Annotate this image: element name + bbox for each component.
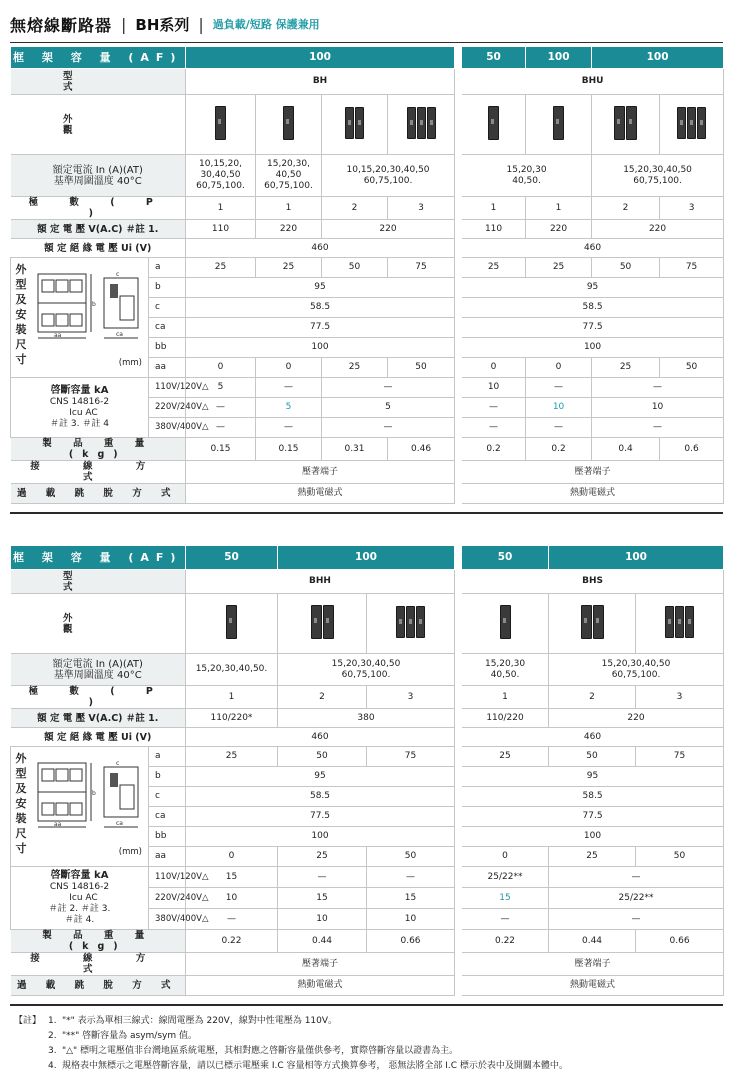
ic-value: — <box>186 418 256 438</box>
ic-value: 10 <box>278 909 367 930</box>
ic-voltage-label: 220V/240V△ <box>149 888 186 909</box>
ic-value: — <box>549 867 724 888</box>
footnote: 【註】 1. "*" 表示為單相三線式：線間電壓為 220V，線對中性電壓為 110V。 <box>14 1014 724 1029</box>
footnotes <box>14 1014 724 1074</box>
svg-text:aa: aa <box>54 332 62 339</box>
ic-value: 10 <box>367 909 455 930</box>
voltage-value: 220 <box>549 709 724 728</box>
rated-current: 15,20,30,40,50 60,75,100. <box>278 654 455 686</box>
dim-b: 95 <box>462 767 724 787</box>
rated-current: 10,15,20, 30,40,50 60,75,100. <box>186 155 256 197</box>
breaker-image-1p <box>526 95 592 155</box>
trip-type: 熱動電磁式 <box>462 976 724 996</box>
ic-voltage-label: 380V/400V△ <box>149 418 186 438</box>
ic-value: — <box>549 909 724 930</box>
svg-text:c: c <box>116 760 120 767</box>
appearance-label: 外 觀 <box>11 594 186 654</box>
dim-bb: 100 <box>186 827 455 847</box>
rated-current: 15,20,30, 40,50 60,75,100. <box>256 155 322 197</box>
ic-value: 15 <box>278 888 367 909</box>
ic-value: 5 <box>186 378 256 398</box>
ic-value: 5 <box>322 398 455 418</box>
voltage-value: 110/220* <box>186 709 278 728</box>
svg-text:ca: ca <box>116 331 123 338</box>
ic-value: — <box>592 378 724 398</box>
svg-text:b: b <box>92 790 96 797</box>
dim-ca: 77.5 <box>462 807 724 827</box>
ic-voltage-label: 110V/120V△ <box>149 378 186 398</box>
dim-key: ca <box>149 807 186 827</box>
voltage-value: 220 <box>526 220 592 239</box>
rated-current: 15,20,30 40,50. <box>462 155 592 197</box>
dimension-diagram-cell <box>11 747 149 867</box>
breaker-image-3p <box>660 95 724 155</box>
svg-text:aa: aa <box>54 821 62 828</box>
dim-aa: 50 <box>367 847 455 867</box>
page-title: 無熔線斷路器 <box>10 15 113 35</box>
breaker-image-2p <box>278 594 367 654</box>
weight-value: 0.66 <box>367 930 455 953</box>
table-bottom-rule <box>10 512 723 514</box>
insulation-voltage: 460 <box>462 239 724 258</box>
weight-value: 0.22 <box>462 930 549 953</box>
dimension-diagram-icon <box>36 757 144 837</box>
connection-type: 壓著端子 <box>186 953 455 976</box>
dim-aa: 25 <box>322 358 388 378</box>
ic-value: 15 <box>186 867 278 888</box>
connection-label: 接 線 方 式 <box>11 953 186 976</box>
ic-value: 10 <box>526 398 592 418</box>
ic-value: 15 <box>367 888 455 909</box>
dim-c: 58.5 <box>186 787 455 807</box>
dim-a: 75 <box>636 747 724 767</box>
ic-value: — <box>526 418 592 438</box>
dimension-unit: (mm) <box>118 358 142 368</box>
ic-value: 15 <box>462 888 549 909</box>
connection-label: 接 線 方 式 <box>11 461 186 484</box>
spec-table-bh-bhu <box>10 46 724 504</box>
voltage-value: 220 <box>592 220 724 239</box>
breaker-image-1p <box>186 95 256 155</box>
rated-current: 15,20,30,40,50 60,75,100. <box>549 654 724 686</box>
dim-a: 25 <box>186 747 278 767</box>
af-value: 100 <box>186 47 455 69</box>
weight-label: 製 品 重 量 (kg) <box>11 438 186 461</box>
rated-current: 15,20,30 40,50. <box>462 654 549 686</box>
voltage-value: 220 <box>322 220 455 239</box>
dim-a: 75 <box>388 258 455 278</box>
ic-value: — <box>462 909 549 930</box>
poles-value: 1 <box>462 197 526 220</box>
dimension-diagram-cell <box>11 258 149 378</box>
dim-aa: 0 <box>256 358 322 378</box>
voltage-value: 220 <box>256 220 322 239</box>
dim-aa: 50 <box>660 358 724 378</box>
model-name: BHU <box>462 69 724 95</box>
model-name: BHH <box>186 570 455 594</box>
breaker-image-1p <box>462 594 549 654</box>
af-value: 50 <box>462 546 549 570</box>
dim-a: 25 <box>256 258 322 278</box>
ic-value: 10 <box>462 378 526 398</box>
table-bottom-rule <box>10 1004 723 1006</box>
dim-b: 95 <box>462 278 724 298</box>
trip-label: 過 載 跳 脫 方 式 <box>11 484 186 504</box>
svg-text:b: b <box>92 301 96 308</box>
connection-type: 壓著端子 <box>462 953 724 976</box>
poles-value: 1 <box>256 197 322 220</box>
spec-table-bhh-bhs <box>10 545 724 996</box>
dim-aa: 50 <box>636 847 724 867</box>
trip-type: 熱動電磁式 <box>186 484 455 504</box>
footnote-text: "△" 標明之電壓值非台灣地區系統電壓，其相對應之啓斷容量僅供參考，實際啓斷容量以證書為主。 <box>62 1046 459 1056</box>
ic-value: 10 <box>186 888 278 909</box>
breaker-image-2p <box>549 594 636 654</box>
poles-value: 3 <box>367 686 455 709</box>
ic-voltage-label: 220V/240V△ <box>149 398 186 418</box>
dim-ca: 77.5 <box>462 318 724 338</box>
ic-value: — <box>256 418 322 438</box>
poles-label: 極 數 ( P ) <box>11 197 186 220</box>
rated-current-label: 額定電流 In (A)(AT) 基準周圍溫度 40°C <box>11 654 186 686</box>
dimension-label: 外型及安裝尺寸 <box>15 263 27 366</box>
poles-value: 1 <box>526 197 592 220</box>
af-value: 50 <box>462 47 526 69</box>
dim-aa: 25 <box>592 358 660 378</box>
breaker-image-3p <box>636 594 724 654</box>
ic-value: — <box>592 418 724 438</box>
ic-value: 25/22** <box>462 867 549 888</box>
ic-voltage-label: 380V/400V△ <box>149 909 186 930</box>
dim-aa: 0 <box>462 358 526 378</box>
ic-value: — <box>186 909 278 930</box>
dim-aa: 0 <box>462 847 549 867</box>
breaker-image-1p <box>186 594 278 654</box>
poles-label: 極 數 ( P ) <box>11 686 186 709</box>
trip-label: 過 載 跳 脫 方 式 <box>11 976 186 996</box>
dim-aa: 50 <box>388 358 455 378</box>
dim-key: a <box>149 258 186 278</box>
footnote-text: "*" 表示為單相三線式：線間電壓為 220V，線對中性電壓為 110V。 <box>62 1016 338 1026</box>
page-header <box>10 12 320 36</box>
ic-value: — <box>322 378 455 398</box>
trip-type: 熱動電磁式 <box>462 484 724 504</box>
af-value: 100 <box>278 546 455 570</box>
svg-text:ca: ca <box>116 820 123 827</box>
poles-value: 2 <box>322 197 388 220</box>
af-value: 100 <box>592 47 724 69</box>
dim-key: b <box>149 767 186 787</box>
af-value: 100 <box>526 47 592 69</box>
ic-value: 10 <box>592 398 724 418</box>
weight-value: 0.2 <box>462 438 526 461</box>
rated-current: 15,20,30,40,50. <box>186 654 278 686</box>
weight-value: 0.46 <box>388 438 455 461</box>
voltage-value: 110 <box>462 220 526 239</box>
dim-key: ca <box>149 318 186 338</box>
interrupting-capacity-label: 啓斷容量 kA CNS 14816-2 Icu AC ＃註 2. ＃註 3. ＃註 4. <box>11 867 149 930</box>
footnote: 4. 規格表中無標示之電壓啓斷容量，請以已標示電壓乘 I.C 容量相等方式換算參考， 惡無法將全部 I.C 標示於表中及開關本體中。 <box>14 1059 724 1074</box>
dim-aa: 0 <box>186 847 278 867</box>
dimension-unit: (mm) <box>118 847 142 857</box>
dim-c: 58.5 <box>462 787 724 807</box>
rated-current-label: 額定電流 In (A)(AT) 基準周圍溫度 40°C <box>11 155 186 197</box>
ic-value: — <box>367 867 455 888</box>
insulation-voltage-label: 額 定 絕 緣 電 壓 Ui (V) <box>11 239 186 258</box>
weight-value: 0.6 <box>660 438 724 461</box>
dim-a: 50 <box>592 258 660 278</box>
dim-a: 25 <box>526 258 592 278</box>
dim-key: a <box>149 747 186 767</box>
dim-aa: 25 <box>278 847 367 867</box>
rated-voltage-label: 額 定 電 壓 V(A.C) ＃註 1. <box>11 220 186 239</box>
ic-value: 5 <box>256 398 322 418</box>
poles-value: 3 <box>660 197 724 220</box>
dimension-diagram-icon <box>36 268 144 348</box>
model-name: BHS <box>462 570 724 594</box>
voltage-value: 110 <box>186 220 256 239</box>
connection-type: 壓著端子 <box>186 461 455 484</box>
dim-bb: 100 <box>186 338 455 358</box>
dim-key: bb <box>149 827 186 847</box>
title-separator: | <box>121 14 127 34</box>
title-separator: | <box>198 14 204 34</box>
breaker-image-2p <box>322 95 388 155</box>
dim-key: b <box>149 278 186 298</box>
ic-voltage-label: 110V/120V△ <box>149 867 186 888</box>
dim-ca: 77.5 <box>186 318 455 338</box>
weight-value: 0.22 <box>186 930 278 953</box>
dim-a: 25 <box>462 258 526 278</box>
svg-text:c: c <box>116 271 120 278</box>
poles-value: 2 <box>278 686 367 709</box>
dim-a: 75 <box>660 258 724 278</box>
footnote: 2. "**" 啓斷容量為 asym/sym 值。 <box>14 1029 724 1044</box>
ic-value: 25/22** <box>549 888 724 909</box>
poles-value: 2 <box>549 686 636 709</box>
ic-value: — <box>526 378 592 398</box>
ic-value: — <box>462 418 526 438</box>
breaker-image-3p <box>388 95 455 155</box>
rated-current: 10,15,20,30,40,50 60,75,100. <box>322 155 455 197</box>
dim-bb: 100 <box>462 338 724 358</box>
af-value: 50 <box>186 546 278 570</box>
interrupting-capacity-label: 啓斷容量 kA CNS 14816-2 Icu AC ＃註 3. ＃註 4 <box>11 378 149 438</box>
weight-label: 製 品 重 量 (kg) <box>11 930 186 953</box>
weight-value: 0.44 <box>549 930 636 953</box>
dim-a: 50 <box>278 747 367 767</box>
dim-aa: 0 <box>526 358 592 378</box>
breaker-image-1p <box>256 95 322 155</box>
footnote-tag: 【註】 <box>14 1016 42 1026</box>
dim-c: 58.5 <box>462 298 724 318</box>
rated-current: 15,20,30,40,50 60,75,100. <box>592 155 724 197</box>
insulation-voltage-label: 額 定 絕 緣 電 壓 Ui (V) <box>11 728 186 747</box>
footnote-text: 規格表中無標示之電壓啓斷容量，請以已標示電壓乘 I.C 容量相等方式換算參考， 惡無法將全部 I.C 標示於表中及開關本體中。 <box>62 1061 568 1071</box>
weight-value: 0.31 <box>322 438 388 461</box>
ic-value: — <box>462 398 526 418</box>
dim-a: 25 <box>462 747 549 767</box>
footnote-text: "**" 啓斷容量為 asym/sym 值。 <box>62 1031 197 1041</box>
insulation-voltage: 460 <box>462 728 724 747</box>
breaker-image-2p <box>592 95 660 155</box>
weight-value: 0.66 <box>636 930 724 953</box>
breaker-image-1p <box>462 95 526 155</box>
series-name: BH系列 <box>135 15 190 34</box>
poles-value: 3 <box>388 197 455 220</box>
dim-b: 95 <box>186 767 455 787</box>
poles-value: 3 <box>636 686 724 709</box>
dim-key: c <box>149 787 186 807</box>
dim-ca: 77.5 <box>186 807 455 827</box>
dim-a: 50 <box>322 258 388 278</box>
weight-value: 0.2 <box>526 438 592 461</box>
breaker-image-3p <box>367 594 455 654</box>
ic-value: — <box>278 867 367 888</box>
poles-value: 2 <box>592 197 660 220</box>
appearance-label: 外 觀 <box>11 95 186 155</box>
dim-key: aa <box>149 358 186 378</box>
ic-value: — <box>256 378 322 398</box>
dim-aa: 0 <box>186 358 256 378</box>
af-label: 框 架 容 量 (AF) <box>11 546 186 570</box>
trip-type: 熱動電磁式 <box>186 976 455 996</box>
dim-key: c <box>149 298 186 318</box>
dim-aa: 25 <box>549 847 636 867</box>
poles-value: 1 <box>186 197 256 220</box>
page-subtitle: 過負載/短路 保護兼用 <box>212 18 320 31</box>
weight-value: 0.44 <box>278 930 367 953</box>
model-name: BH <box>186 69 455 95</box>
af-label: 框 架 容 量 (AF) <box>11 47 186 69</box>
dim-key: aa <box>149 847 186 867</box>
ic-value: — <box>322 418 455 438</box>
voltage-value: 110/220 <box>462 709 549 728</box>
poles-value: 1 <box>462 686 549 709</box>
connection-type: 壓著端子 <box>462 461 724 484</box>
insulation-voltage: 460 <box>186 239 455 258</box>
ic-value: — <box>186 398 256 418</box>
dim-a: 25 <box>186 258 256 278</box>
weight-value: 0.15 <box>186 438 256 461</box>
weight-value: 0.4 <box>592 438 660 461</box>
dimension-label: 外型及安裝尺寸 <box>15 752 27 855</box>
dim-bb: 100 <box>462 827 724 847</box>
header-rule <box>10 42 723 43</box>
dim-b: 95 <box>186 278 455 298</box>
af-value: 100 <box>549 546 724 570</box>
dim-key: bb <box>149 338 186 358</box>
insulation-voltage: 460 <box>186 728 455 747</box>
weight-value: 0.15 <box>256 438 322 461</box>
dim-a: 75 <box>367 747 455 767</box>
model-label: 型 式 <box>11 69 186 95</box>
footnote: 3. "△" 標明之電壓值非台灣地區系統電壓，其相對應之啓斷容量僅供參考，實際啓斷容量以證書為主。 <box>14 1044 724 1059</box>
model-label: 型 式 <box>11 570 186 594</box>
dim-c: 58.5 <box>186 298 455 318</box>
voltage-value: 380 <box>278 709 455 728</box>
dim-a: 50 <box>549 747 636 767</box>
poles-value: 1 <box>186 686 278 709</box>
rated-voltage-label: 額 定 電 壓 V(A.C) ＃註 1. <box>11 709 186 728</box>
